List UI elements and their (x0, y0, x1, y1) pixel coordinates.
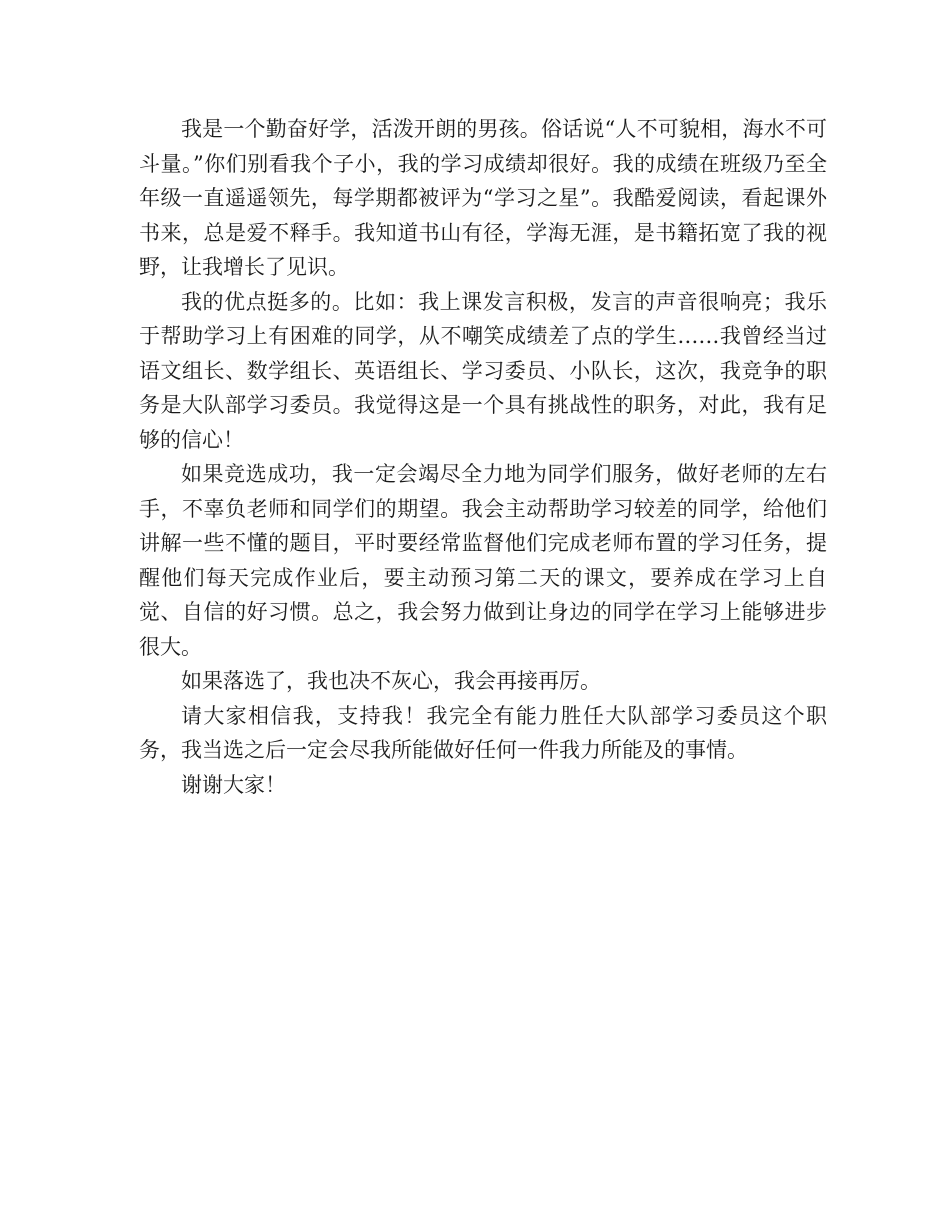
paragraph-thanks: 谢谢大家！ (181, 772, 286, 797)
paragraph-if-lose: 如果落选了，我也决不灰心，我会再接再厉。 (181, 669, 601, 693)
paragraph-appeal: 请大家相信我，支持我！我完全有能力胜任大队部学习委员这个职务，我当选之后一定会尽我所能做好任何一件我力所能及的事情。 (139, 703, 827, 762)
paragraph-intro: 我是一个勤奋好学，活泼开朗的男孩。俗话说“人不可貌相，海水不可斗量。”你们别看我个子小，我的学习成绩却很好。我的成绩在班级乃至全年级一直遥遥领先，每学期都被评为“学习之星”。我酷爱阅读，看起课外书来，总是爱不释手。我知道书山有径，学海无涯，是书籍拓宽了我的视野，让我增长了见识。 (139, 117, 827, 279)
document-body (139, 112, 827, 802)
paragraph-promise: 如果竞选成功，我一定会竭尽全力地为同学们服务，做好老师的左右手，不辜负老师和同学们的期望。我会主动帮助学习较差的同学，给他们讲解一些不懂的题目，平时要经常监督他们完成老师布置的学习任务，提醒他们每天完成作业后，要主动预习第二天的课文，要养成在学习上自觉、自信的好习惯。总之，我会努力做到让身边的同学在学习上能够进步很大。 (139, 462, 827, 659)
paragraph-strengths: 我的优点挺多的。比如：我上课发言积极，发言的声音很响亮；我乐于帮助学习上有困难的同学，从不嘲笑成绩差了点的学生……我曾经当过语文组长、数学组长、英语组长、学习委员、小队长，这次，我竞争的职务是大队部学习委员。我觉得这是一个具有挑战性的职务，对此，我有足够的信心！ (139, 289, 827, 452)
